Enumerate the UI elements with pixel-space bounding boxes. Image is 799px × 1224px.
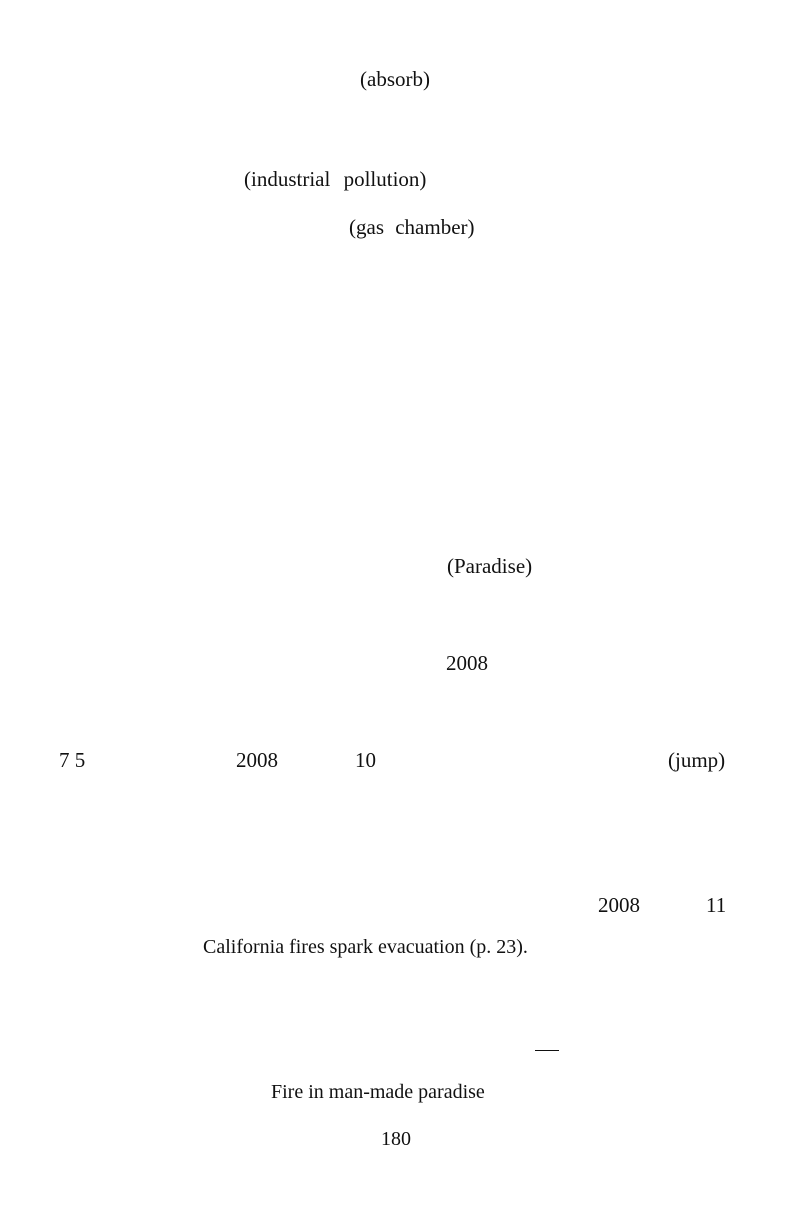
reference-month-11: 11 [706, 893, 727, 917]
reference-year: 2008 [598, 893, 640, 917]
term-industrial-pollution: (industrial pollution) [244, 167, 427, 191]
term-jump: (jump) [668, 748, 726, 772]
number-75: 7 5 [59, 748, 86, 772]
section-title: Fire in man-made paradise [271, 1081, 485, 1103]
term-paradise: (Paradise) [447, 554, 533, 578]
reference-title: California fires spark evacuation (p. 23). [203, 936, 528, 958]
term-absorb: (absorb) [360, 67, 430, 91]
year-2008-row: 2008 [236, 748, 278, 772]
dash-separator [535, 1050, 559, 1051]
term-gas-chamber: (gas chamber) [349, 215, 475, 239]
month-10: 10 [355, 748, 376, 772]
page-number: 180 [381, 1128, 411, 1150]
year-2008-line: 2008 [446, 651, 488, 675]
